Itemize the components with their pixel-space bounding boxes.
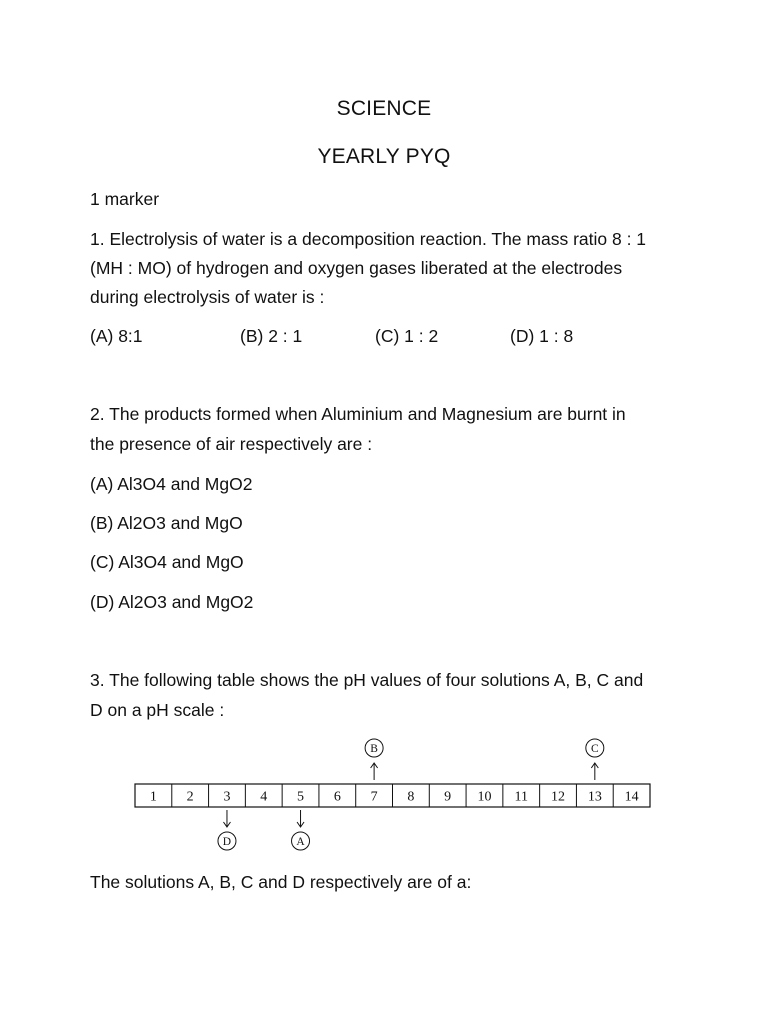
section-label: 1 marker (90, 189, 160, 209)
q2-line-1: 2. The products formed when Aluminium and Magnesium are burnt in (90, 404, 626, 424)
subtitle: YEARLY PYQ (317, 145, 451, 168)
q2-option-c: (C) Al3O4 and MgO (90, 552, 244, 572)
subject-title: SCIENCE (336, 97, 432, 120)
q3-line-1: 3. The following table shows the pH values of four solutions A, B, C and (90, 670, 644, 690)
q3-followup: The solutions A, B, C and D respectively are of a: (90, 872, 472, 892)
ph-value-label: 12 (551, 789, 566, 805)
q1-option-c: (C) 1 : 2 (375, 326, 439, 346)
ph-scale-diagram (130, 734, 654, 856)
ph-value-label: 9 (444, 789, 452, 805)
marker-a-label: A (296, 836, 305, 849)
q1-line-3: during electrolysis of water is : (90, 287, 325, 307)
ph-value-label: 3 (223, 789, 231, 805)
ph-value-label: 5 (297, 789, 305, 805)
ph-value-label: 7 (370, 789, 378, 805)
q2-option-d: (D) Al2O3 and MgO2 (90, 592, 254, 612)
ph-value-label: 14 (624, 789, 639, 805)
q2-option-b: (B) Al2O3 and MgO (90, 513, 243, 533)
marker-c-label: C (590, 743, 599, 756)
ph-value-label: 13 (587, 789, 602, 805)
q3-line-2: D on a pH scale : (90, 700, 225, 720)
marker-d-label: D (222, 836, 232, 849)
q2-line-2: the presence of air respectively are : (90, 434, 373, 454)
ph-value-label: 6 (333, 789, 341, 805)
q1-line-1: 1. Electrolysis of water is a decomposition reaction. The mass ratio 8 : 1 (90, 229, 647, 249)
q1-option-b: (B) 2 : 1 (240, 326, 303, 346)
q1-option-d: (D) 1 : 8 (510, 326, 574, 346)
q2-option-a: (A) Al3O4 and MgO2 (90, 474, 253, 494)
q1-option-a: (A) 8:1 (90, 326, 143, 346)
ph-value-label: 1 (149, 789, 157, 805)
ph-value-label: 11 (514, 789, 528, 805)
ph-value-label: 8 (407, 789, 415, 805)
marker-b-label: B (370, 743, 378, 756)
ph-value-label: 10 (477, 789, 492, 805)
ph-scale-figure (130, 734, 654, 856)
ph-value-label: 4 (260, 789, 268, 805)
q1-line-2: (MH : MO) of hydrogen and oxygen gases liberated at the electrodes (90, 258, 623, 278)
ph-value-label: 2 (186, 789, 194, 805)
